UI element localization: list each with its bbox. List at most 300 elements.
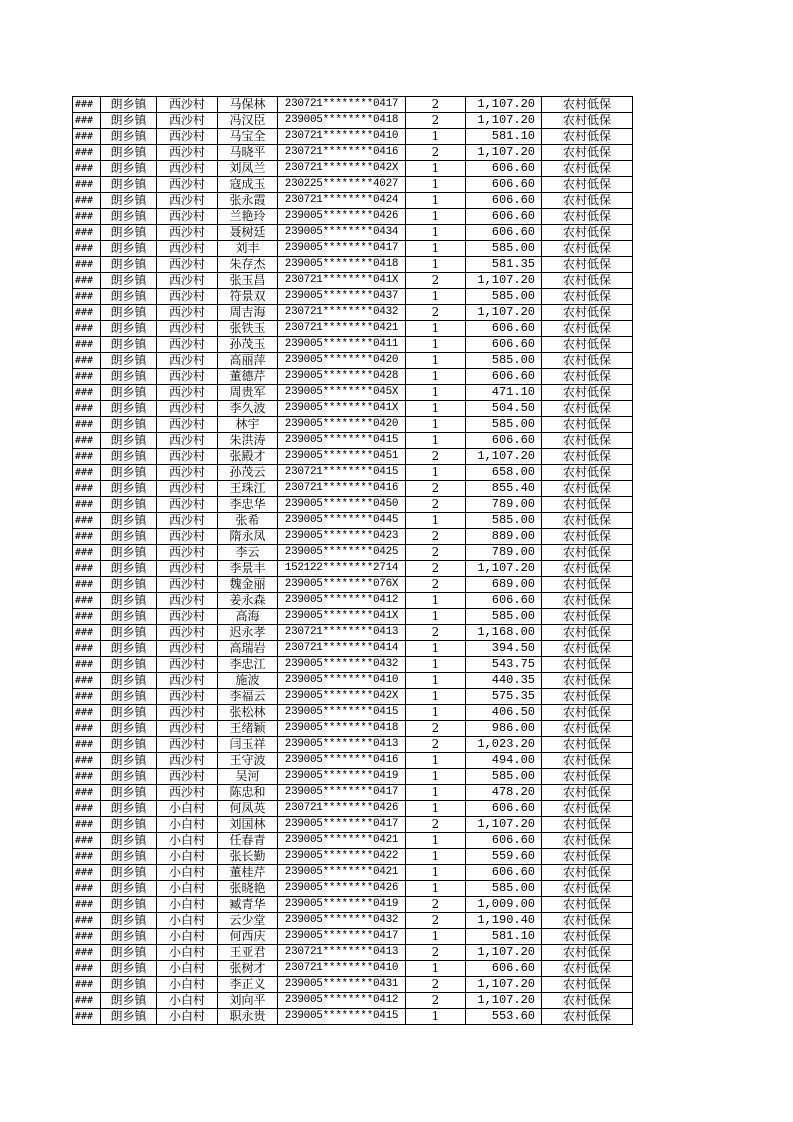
town-cell: 朗乡镇: [101, 145, 157, 161]
name-cell: 任春青: [218, 833, 278, 849]
village-cell: 西沙村: [157, 753, 218, 769]
town-cell: 朗乡镇: [101, 113, 157, 129]
amount-cell: 855.40: [466, 481, 542, 497]
id-number-cell: 230721********0421: [278, 321, 406, 337]
town-cell: 朗乡镇: [101, 225, 157, 241]
household-size-cell: 2: [406, 545, 466, 561]
table-row: [73, 433, 633, 449]
amount-cell: 658.00: [466, 465, 542, 481]
amount-cell: 606.60: [466, 593, 542, 609]
amount-cell: 889.00: [466, 529, 542, 545]
id-number-cell: 239005********0420: [278, 353, 406, 369]
household-size-cell: 1: [406, 705, 466, 721]
assistance-type-cell: 农村低保: [542, 353, 633, 369]
table-row: [73, 689, 633, 705]
assistance-type-cell: 农村低保: [542, 593, 633, 609]
household-size-cell: 2: [406, 625, 466, 641]
town-cell: 朗乡镇: [101, 961, 157, 977]
household-size-cell: 2: [406, 897, 466, 913]
amount-cell: 606.60: [466, 209, 542, 225]
name-cell: 寇成玉: [218, 177, 278, 193]
village-cell: 小白村: [157, 993, 218, 1009]
id-number-cell: 230721********0410: [278, 961, 406, 977]
name-cell: 朱洪涛: [218, 433, 278, 449]
table-row: [73, 449, 633, 465]
household-size-cell: 1: [406, 385, 466, 401]
assistance-type-cell: 农村低保: [542, 113, 633, 129]
amount-cell: 606.60: [466, 193, 542, 209]
name-cell: 云少堂: [218, 913, 278, 929]
name-cell: 职永贵: [218, 1009, 278, 1025]
id-number-cell: 230721********0415: [278, 465, 406, 481]
id-number-cell: 239005********0418: [278, 113, 406, 129]
amount-cell: 1,107.20: [466, 305, 542, 321]
id-number-cell: 239005********0432: [278, 657, 406, 673]
assistance-type-cell: 农村低保: [542, 801, 633, 817]
town-cell: 朗乡镇: [101, 641, 157, 657]
household-size-cell: 1: [406, 321, 466, 337]
household-size-cell: 2: [406, 529, 466, 545]
table-row: [73, 177, 633, 193]
household-size-cell: 1: [406, 801, 466, 817]
table-row: [73, 993, 633, 1009]
table-row: [73, 193, 633, 209]
village-cell: 西沙村: [157, 433, 218, 449]
household-size-cell: 1: [406, 929, 466, 945]
town-cell: 朗乡镇: [101, 193, 157, 209]
table-row: [73, 865, 633, 881]
id-number-cell: 239005********0411: [278, 337, 406, 353]
table-row: [73, 849, 633, 865]
name-cell: 冯汉臣: [218, 113, 278, 129]
amount-cell: 494.00: [466, 753, 542, 769]
village-cell: 西沙村: [157, 209, 218, 225]
village-cell: 西沙村: [157, 401, 218, 417]
id-number-cell: 239005********076X: [278, 577, 406, 593]
table-row: [73, 929, 633, 945]
row-marker-cell: ###: [73, 913, 101, 929]
village-cell: 西沙村: [157, 241, 218, 257]
name-cell: 张玉昌: [218, 273, 278, 289]
household-size-cell: 2: [406, 817, 466, 833]
name-cell: 刘向平: [218, 993, 278, 1009]
assistance-type-cell: 农村低保: [542, 433, 633, 449]
id-number-cell: 239005********0418: [278, 721, 406, 737]
assistance-type-cell: 农村低保: [542, 241, 633, 257]
amount-cell: 1,107.20: [466, 977, 542, 993]
household-size-cell: 1: [406, 289, 466, 305]
table-row: [73, 385, 633, 401]
table-row: [73, 417, 633, 433]
household-size-cell: 2: [406, 993, 466, 1009]
id-number-cell: 239005********041X: [278, 401, 406, 417]
village-cell: 西沙村: [157, 625, 218, 641]
village-cell: 西沙村: [157, 561, 218, 577]
row-marker-cell: ###: [73, 737, 101, 753]
id-number-cell: 239005********0412: [278, 593, 406, 609]
table-row: [73, 209, 633, 225]
amount-cell: 553.60: [466, 1009, 542, 1025]
name-cell: 陈忠和: [218, 785, 278, 801]
amount-cell: 689.00: [466, 577, 542, 593]
id-number-cell: 230721********0424: [278, 193, 406, 209]
id-number-cell: 230721********0413: [278, 945, 406, 961]
table-row: [73, 801, 633, 817]
name-cell: 董桂芹: [218, 865, 278, 881]
town-cell: 朗乡镇: [101, 897, 157, 913]
household-size-cell: 1: [406, 881, 466, 897]
household-size-cell: 1: [406, 161, 466, 177]
household-size-cell: 1: [406, 641, 466, 657]
village-cell: 小白村: [157, 897, 218, 913]
amount-cell: 606.60: [466, 961, 542, 977]
id-number-cell: 239005********0422: [278, 849, 406, 865]
household-size-cell: 1: [406, 433, 466, 449]
amount-cell: 1,168.00: [466, 625, 542, 641]
household-size-cell: 1: [406, 785, 466, 801]
village-cell: 西沙村: [157, 145, 218, 161]
row-marker-cell: ###: [73, 241, 101, 257]
name-cell: 张殿才: [218, 449, 278, 465]
town-cell: 朗乡镇: [101, 785, 157, 801]
name-cell: 刘国林: [218, 817, 278, 833]
household-size-cell: 1: [406, 961, 466, 977]
table-row: [73, 161, 633, 177]
amount-cell: 1,107.20: [466, 945, 542, 961]
village-cell: 西沙村: [157, 273, 218, 289]
assistance-type-cell: 农村低保: [542, 881, 633, 897]
town-cell: 朗乡镇: [101, 561, 157, 577]
town-cell: 朗乡镇: [101, 769, 157, 785]
town-cell: 朗乡镇: [101, 625, 157, 641]
assistance-type-cell: 农村低保: [542, 945, 633, 961]
table-row: [73, 225, 633, 241]
assistance-type-cell: 农村低保: [542, 785, 633, 801]
town-cell: 朗乡镇: [101, 993, 157, 1009]
town-cell: 朗乡镇: [101, 257, 157, 273]
assistance-type-cell: 农村低保: [542, 705, 633, 721]
amount-cell: 1,107.20: [466, 97, 542, 113]
village-cell: 西沙村: [157, 449, 218, 465]
id-number-cell: 230721********0413: [278, 625, 406, 641]
village-cell: 西沙村: [157, 129, 218, 145]
name-cell: 刘凤兰: [218, 161, 278, 177]
village-cell: 小白村: [157, 929, 218, 945]
table-row: [73, 465, 633, 481]
amount-cell: 1,107.20: [466, 273, 542, 289]
name-cell: 何西庆: [218, 929, 278, 945]
household-size-cell: 2: [406, 737, 466, 753]
id-number-cell: 239005********0417: [278, 929, 406, 945]
assistance-type-cell: 农村低保: [542, 193, 633, 209]
town-cell: 朗乡镇: [101, 913, 157, 929]
town-cell: 朗乡镇: [101, 129, 157, 145]
amount-cell: 1,107.20: [466, 113, 542, 129]
row-marker-cell: ###: [73, 529, 101, 545]
table-row: [73, 97, 633, 113]
household-size-cell: 2: [406, 305, 466, 321]
village-cell: 西沙村: [157, 177, 218, 193]
town-cell: 朗乡镇: [101, 593, 157, 609]
village-cell: 西沙村: [157, 289, 218, 305]
id-number-cell: 239005********0417: [278, 817, 406, 833]
row-marker-cell: ###: [73, 945, 101, 961]
table-row: [73, 401, 633, 417]
row-marker-cell: ###: [73, 785, 101, 801]
id-number-cell: 239005********0421: [278, 865, 406, 881]
name-cell: 孙茂云: [218, 465, 278, 481]
name-cell: 臧青华: [218, 897, 278, 913]
amount-cell: 606.60: [466, 177, 542, 193]
name-cell: 李福云: [218, 689, 278, 705]
household-size-cell: 1: [406, 673, 466, 689]
amount-cell: 606.60: [466, 321, 542, 337]
row-marker-cell: ###: [73, 433, 101, 449]
village-cell: 西沙村: [157, 337, 218, 353]
name-cell: 隋永凤: [218, 529, 278, 545]
village-cell: 西沙村: [157, 785, 218, 801]
household-size-cell: 1: [406, 513, 466, 529]
amount-cell: 606.60: [466, 337, 542, 353]
name-cell: 施波: [218, 673, 278, 689]
assistance-type-cell: 农村低保: [542, 449, 633, 465]
row-marker-cell: ###: [73, 145, 101, 161]
assistance-type-cell: 农村低保: [542, 177, 633, 193]
household-size-cell: 1: [406, 177, 466, 193]
table-row: [73, 977, 633, 993]
name-cell: 高海: [218, 609, 278, 625]
row-marker-cell: ###: [73, 417, 101, 433]
id-number-cell: 239005********0432: [278, 913, 406, 929]
village-cell: 西沙村: [157, 481, 218, 497]
id-number-cell: 239005********0428: [278, 369, 406, 385]
assistance-type-cell: 农村低保: [542, 225, 633, 241]
town-cell: 朗乡镇: [101, 817, 157, 833]
id-number-cell: 239005********0417: [278, 785, 406, 801]
village-cell: 小白村: [157, 801, 218, 817]
assistance-type-cell: 农村低保: [542, 369, 633, 385]
id-number-cell: 239005********045X: [278, 385, 406, 401]
town-cell: 朗乡镇: [101, 705, 157, 721]
row-marker-cell: ###: [73, 657, 101, 673]
id-number-cell: 239005********0417: [278, 241, 406, 257]
amount-cell: 606.60: [466, 833, 542, 849]
village-cell: 西沙村: [157, 657, 218, 673]
id-number-cell: 239005********0421: [278, 833, 406, 849]
name-cell: 李久波: [218, 401, 278, 417]
town-cell: 朗乡镇: [101, 673, 157, 689]
assistance-type-cell: 农村低保: [542, 305, 633, 321]
assistance-type-cell: 农村低保: [542, 689, 633, 705]
household-size-cell: 1: [406, 369, 466, 385]
id-number-cell: 239005********0437: [278, 289, 406, 305]
village-cell: 西沙村: [157, 321, 218, 337]
id-number-cell: 239005********0419: [278, 769, 406, 785]
town-cell: 朗乡镇: [101, 449, 157, 465]
id-number-cell: 239005********0418: [278, 257, 406, 273]
assistance-type-cell: 农村低保: [542, 385, 633, 401]
town-cell: 朗乡镇: [101, 1009, 157, 1025]
amount-cell: 606.60: [466, 369, 542, 385]
name-cell: 张希: [218, 513, 278, 529]
assistance-type-cell: 农村低保: [542, 513, 633, 529]
amount-cell: 585.00: [466, 417, 542, 433]
table-row: [73, 833, 633, 849]
household-size-cell: 1: [406, 337, 466, 353]
amount-cell: 585.00: [466, 513, 542, 529]
village-cell: 小白村: [157, 849, 218, 865]
name-cell: 李正义: [218, 977, 278, 993]
row-marker-cell: ###: [73, 849, 101, 865]
town-cell: 朗乡镇: [101, 945, 157, 961]
village-cell: 西沙村: [157, 609, 218, 625]
village-cell: 西沙村: [157, 257, 218, 273]
town-cell: 朗乡镇: [101, 545, 157, 561]
village-cell: 西沙村: [157, 97, 218, 113]
amount-cell: 504.50: [466, 401, 542, 417]
assistance-type-cell: 农村低保: [542, 641, 633, 657]
assistance-type-cell: 农村低保: [542, 625, 633, 641]
town-cell: 朗乡镇: [101, 289, 157, 305]
amount-cell: 606.60: [466, 433, 542, 449]
table-row: [73, 593, 633, 609]
assistance-type-cell: 农村低保: [542, 609, 633, 625]
village-cell: 西沙村: [157, 705, 218, 721]
row-marker-cell: ###: [73, 97, 101, 113]
town-cell: 朗乡镇: [101, 481, 157, 497]
table-row: [73, 529, 633, 545]
amount-cell: 1,009.00: [466, 897, 542, 913]
amount-cell: 606.60: [466, 801, 542, 817]
table-body: [73, 97, 633, 1025]
assistance-type-cell: 农村低保: [542, 577, 633, 593]
amount-cell: 1,107.20: [466, 993, 542, 1009]
town-cell: 朗乡镇: [101, 689, 157, 705]
id-number-cell: 239005********0413: [278, 737, 406, 753]
household-size-cell: 2: [406, 497, 466, 513]
row-marker-cell: ###: [73, 545, 101, 561]
village-cell: 小白村: [157, 1009, 218, 1025]
amount-cell: 585.00: [466, 353, 542, 369]
assistance-type-cell: 农村低保: [542, 481, 633, 497]
amount-cell: 559.60: [466, 849, 542, 865]
town-cell: 朗乡镇: [101, 657, 157, 673]
amount-cell: 1,023.20: [466, 737, 542, 753]
id-number-cell: 239005********0450: [278, 497, 406, 513]
household-size-cell: 1: [406, 193, 466, 209]
row-marker-cell: ###: [73, 369, 101, 385]
name-cell: 符景双: [218, 289, 278, 305]
amount-cell: 581.10: [466, 129, 542, 145]
row-marker-cell: ###: [73, 609, 101, 625]
table-row: [73, 289, 633, 305]
assistance-type-cell: 农村低保: [542, 673, 633, 689]
table-row: [73, 769, 633, 785]
village-cell: 小白村: [157, 833, 218, 849]
town-cell: 朗乡镇: [101, 881, 157, 897]
household-size-cell: 2: [406, 145, 466, 161]
name-cell: 李忠江: [218, 657, 278, 673]
town-cell: 朗乡镇: [101, 337, 157, 353]
assistance-type-cell: 农村低保: [542, 721, 633, 737]
household-size-cell: 2: [406, 945, 466, 961]
row-marker-cell: ###: [73, 289, 101, 305]
name-cell: 周吉海: [218, 305, 278, 321]
name-cell: 张松林: [218, 705, 278, 721]
name-cell: 林宇: [218, 417, 278, 433]
village-cell: 西沙村: [157, 545, 218, 561]
id-number-cell: 230721********0417: [278, 97, 406, 113]
household-size-cell: 2: [406, 97, 466, 113]
town-cell: 朗乡镇: [101, 305, 157, 321]
row-marker-cell: ###: [73, 865, 101, 881]
village-cell: 西沙村: [157, 721, 218, 737]
row-marker-cell: ###: [73, 129, 101, 145]
town-cell: 朗乡镇: [101, 849, 157, 865]
household-size-cell: 1: [406, 353, 466, 369]
town-cell: 朗乡镇: [101, 833, 157, 849]
name-cell: 马晓平: [218, 145, 278, 161]
town-cell: 朗乡镇: [101, 161, 157, 177]
assistance-type-cell: 农村低保: [542, 289, 633, 305]
row-marker-cell: ###: [73, 673, 101, 689]
table-row: [73, 481, 633, 497]
assistance-type-cell: 农村低保: [542, 417, 633, 433]
household-size-cell: 2: [406, 577, 466, 593]
assistance-type-cell: 农村低保: [542, 817, 633, 833]
assistance-type-cell: 农村低保: [542, 657, 633, 673]
row-marker-cell: ###: [73, 897, 101, 913]
row-marker-cell: ###: [73, 833, 101, 849]
row-marker-cell: ###: [73, 401, 101, 417]
household-size-cell: 1: [406, 401, 466, 417]
name-cell: 李景丰: [218, 561, 278, 577]
table-row: [73, 273, 633, 289]
table-row: [73, 817, 633, 833]
town-cell: 朗乡镇: [101, 433, 157, 449]
id-number-cell: 239005********0445: [278, 513, 406, 529]
assistance-type-cell: 农村低保: [542, 769, 633, 785]
row-marker-cell: ###: [73, 177, 101, 193]
town-cell: 朗乡镇: [101, 417, 157, 433]
table-row: [73, 657, 633, 673]
id-number-cell: 230225********4027: [278, 177, 406, 193]
name-cell: 张长勤: [218, 849, 278, 865]
table-row: [73, 545, 633, 561]
table-row: [73, 145, 633, 161]
id-number-cell: 239005********0419: [278, 897, 406, 913]
id-number-cell: 239005********0423: [278, 529, 406, 545]
table-row: [73, 641, 633, 657]
village-cell: 西沙村: [157, 385, 218, 401]
household-size-cell: 1: [406, 257, 466, 273]
town-cell: 朗乡镇: [101, 609, 157, 625]
id-number-cell: 239005********0412: [278, 993, 406, 1009]
row-marker-cell: ###: [73, 689, 101, 705]
assistance-type-cell: 农村低保: [542, 273, 633, 289]
name-cell: 刘丰: [218, 241, 278, 257]
table-row: [73, 113, 633, 129]
row-marker-cell: ###: [73, 1009, 101, 1025]
id-number-cell: 239005********0415: [278, 705, 406, 721]
village-cell: 西沙村: [157, 161, 218, 177]
row-marker-cell: ###: [73, 641, 101, 657]
table-row: [73, 673, 633, 689]
assistance-type-cell: 农村低保: [542, 993, 633, 1009]
amount-cell: 478.20: [466, 785, 542, 801]
amount-cell: 789.00: [466, 497, 542, 513]
amount-cell: 585.00: [466, 289, 542, 305]
